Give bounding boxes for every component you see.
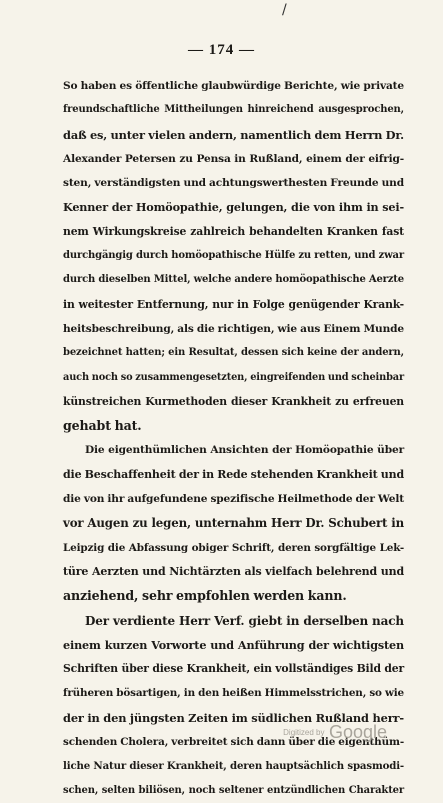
text-line: auch noch so zusammengesetzten, eingreifenden und scheinbar [63, 371, 404, 383]
text-line: anziehend, sehr empfohlen werden kann. [63, 588, 347, 604]
text-line: früheren bösartigen, in den heißen Himmelsstrichen, so wie [63, 687, 404, 700]
text-line: nem Wirkungskreise zahlreich behandelten Kranken fast [63, 224, 404, 238]
text-line: künstreichen Kurmethoden dieser Krankheit zu erfreuen [63, 394, 404, 408]
text-line: Alexander Petersen zu Pensa in Rußland, einem der eifrig- [63, 152, 404, 165]
paragraph [63, 438, 404, 608]
page-number: — 174 — [188, 42, 255, 58]
text-line: Der verdiente Herr Verf. giebt in derselben nach [85, 613, 404, 628]
text-line: die Beschaffenheit der in Rede stehenden Krankheit und [63, 467, 404, 481]
text-line: freundschaftliche Mittheilungen hinreichend ausgesprochen, [63, 104, 404, 116]
text-line: durch dieselben Mittel, welche andere homöopathische Aerzte [63, 274, 404, 286]
text-line: vor Augen zu legen, unternahm Herr Dr. Schubert in [63, 516, 404, 531]
text-line: schenden Cholera, verbreitet sich dann über die eigenthüm- [63, 736, 404, 749]
watermark-prefix: Digitized by [283, 728, 325, 737]
text-line: gehabt hat. [63, 418, 142, 434]
text-line: türe Aerzten und Nichtärzten als vielfach belehrend und [63, 564, 404, 578]
text-line: Leipzig die Abfassung obiger Schrift, deren sorgfältige Lek- [63, 541, 404, 554]
text-line: daß es, unter vielen andern, namentlich dem Herrn Dr. [63, 127, 404, 142]
paragraph [63, 74, 404, 438]
digitization-watermark [283, 722, 387, 743]
watermark-brand: Google [328, 722, 387, 742]
text-line: Kenner der Homöopathie, gelungen, die von ihm in sei- [63, 200, 404, 215]
text-line: durchgängig durch homöopathische Hülfe zu retten, und zwar [63, 250, 404, 262]
text-line: die von ihr aufgefundene spezifische Heilmethode der Welt [63, 493, 404, 506]
text-line: heitsbeschreibung, als die richtigen, wie aus Einem Munde [63, 322, 404, 335]
text-line: Schriften über diese Krankheit, ein vollständiges Bild der [63, 662, 404, 676]
text-line: in weitester Entfernung, nur in Folge genügender Krank- [63, 297, 404, 311]
paragraph [63, 609, 404, 803]
text-line: So haben es öffentliche glaubwürdige Berichte, wie private [63, 80, 404, 92]
corner-pencil-mark: / [282, 2, 287, 18]
text-line: liche Natur dieser Krankheit, deren hauptsächlich spasmodi- [63, 760, 404, 773]
text-line: einem kurzen Vorworte und Anführung der wichtigsten [63, 637, 404, 652]
text-line: bezeichnet hatten; ein Resultat, dessen sich keine der andern, [63, 347, 404, 359]
text-line: Die eigenthümlichen Ansichten der Homöopathie über [85, 444, 404, 457]
text-line: schen, selten biliösen, noch seltener entzündlichen Charakter [63, 784, 404, 796]
body-text [63, 74, 404, 803]
text-line: sten, verständigsten und achtungswerthesten Freunde und [63, 177, 404, 190]
text-line: der in den jüngsten Zeiten im südlichen Rußland herr- [63, 710, 404, 725]
